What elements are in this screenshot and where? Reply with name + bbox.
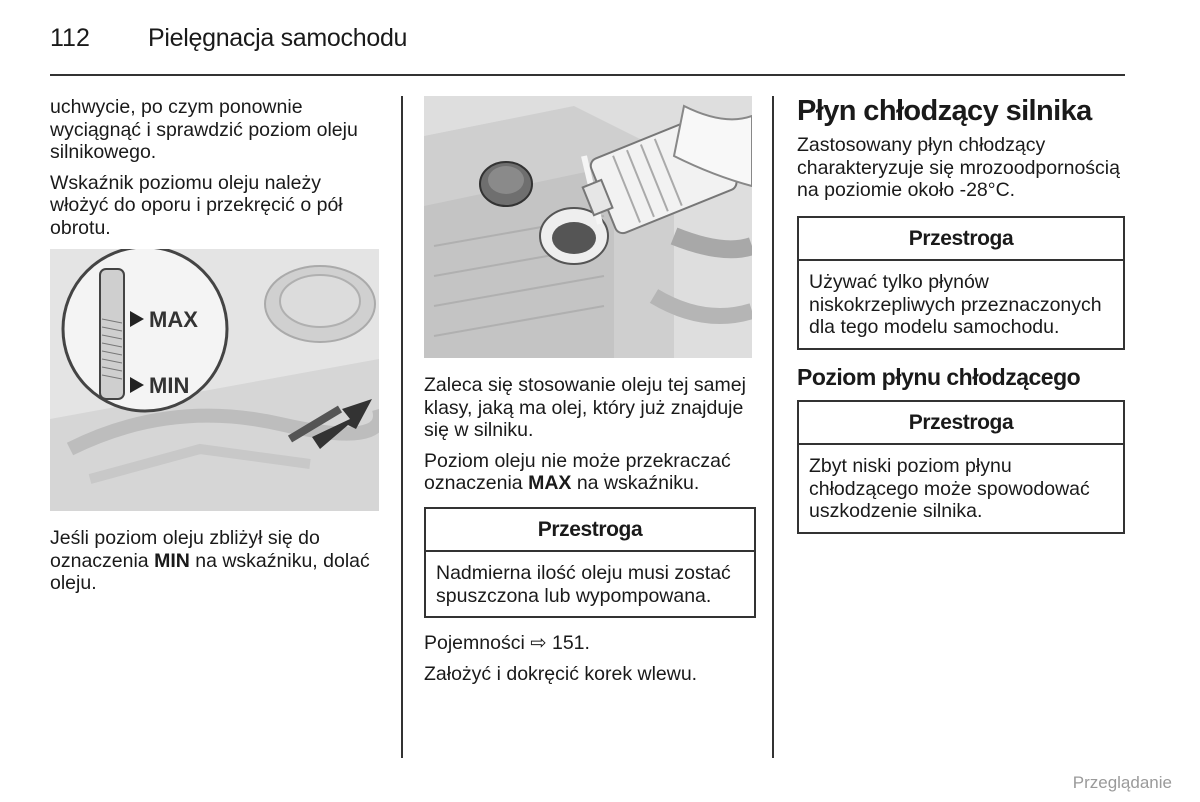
dipstick-illustration (50, 249, 379, 511)
warning-text: Nadmierna ilość oleju musi zostać spuszczona lub wypompowana. (436, 562, 731, 607)
paragraph: Poziom oleju nie może przekraczać oznaczenia MAX na wskaźniku. (424, 449, 731, 494)
warning-heading: Przestroga (799, 402, 1123, 446)
subsection-title: Poziom płynu chłodzącego (797, 363, 1081, 390)
paragraph: Założyć i dokręcić korek wlewu. (424, 662, 698, 685)
page-number: 112 (50, 24, 90, 52)
paragraph: Zaleca się stosowanie oleju tej samej klasy, jaką ma olej, który już znajduje się w silniku. (424, 374, 746, 441)
browse-link[interactable]: Przeglądanie (1072, 773, 1172, 792)
paragraph: Jeśli poziom oleju zbliżył się do oznaczenia MIN na wskaźniku, dolać oleju. (50, 527, 370, 594)
warning-heading: Przestroga (426, 509, 754, 553)
paragraph: Wskaźnik poziomu oleju należy włożyć do oporu i przekręcić o pół obrotu. (50, 171, 343, 239)
warning-box (424, 507, 756, 619)
column-middle (424, 96, 756, 693)
warning-text: Używać tylko płynów niskokrzepliwych przeznaczonych dla tego modelu samochodu. (809, 271, 1102, 338)
paragraph: Zastosowany płyn chłodzący charakteryzuje się mrozoodpornością na poziomie około -28°C. (797, 134, 1120, 201)
column-divider (772, 96, 774, 758)
paragraph: uchwycie, po czym ponownie wyciągnąć i sprawdzić poziom oleju silnikowego. (50, 96, 358, 163)
column-left (50, 96, 382, 603)
section-title: Płyn chłodzący silnika (797, 95, 1092, 127)
header-rule (50, 74, 1125, 76)
column-divider (401, 96, 403, 758)
reference-arrow-icon: ⇨ (530, 632, 547, 654)
cross-reference[interactable]: Pojemności ⇨ 151. (424, 632, 590, 654)
warning-heading: Przestroga (799, 218, 1123, 262)
page-title: Pielęgnacja samochodu (148, 24, 408, 52)
oil-filling-illustration (424, 96, 752, 358)
column-right (797, 96, 1125, 548)
warning-box (797, 400, 1125, 534)
min-label: MIN (149, 373, 190, 398)
warning-text: Zbyt niski poziom płynu chłodzącego może spowodować uszkodzenie silnika. (809, 455, 1090, 522)
max-label: MAX (149, 307, 198, 332)
warning-box (797, 216, 1125, 350)
